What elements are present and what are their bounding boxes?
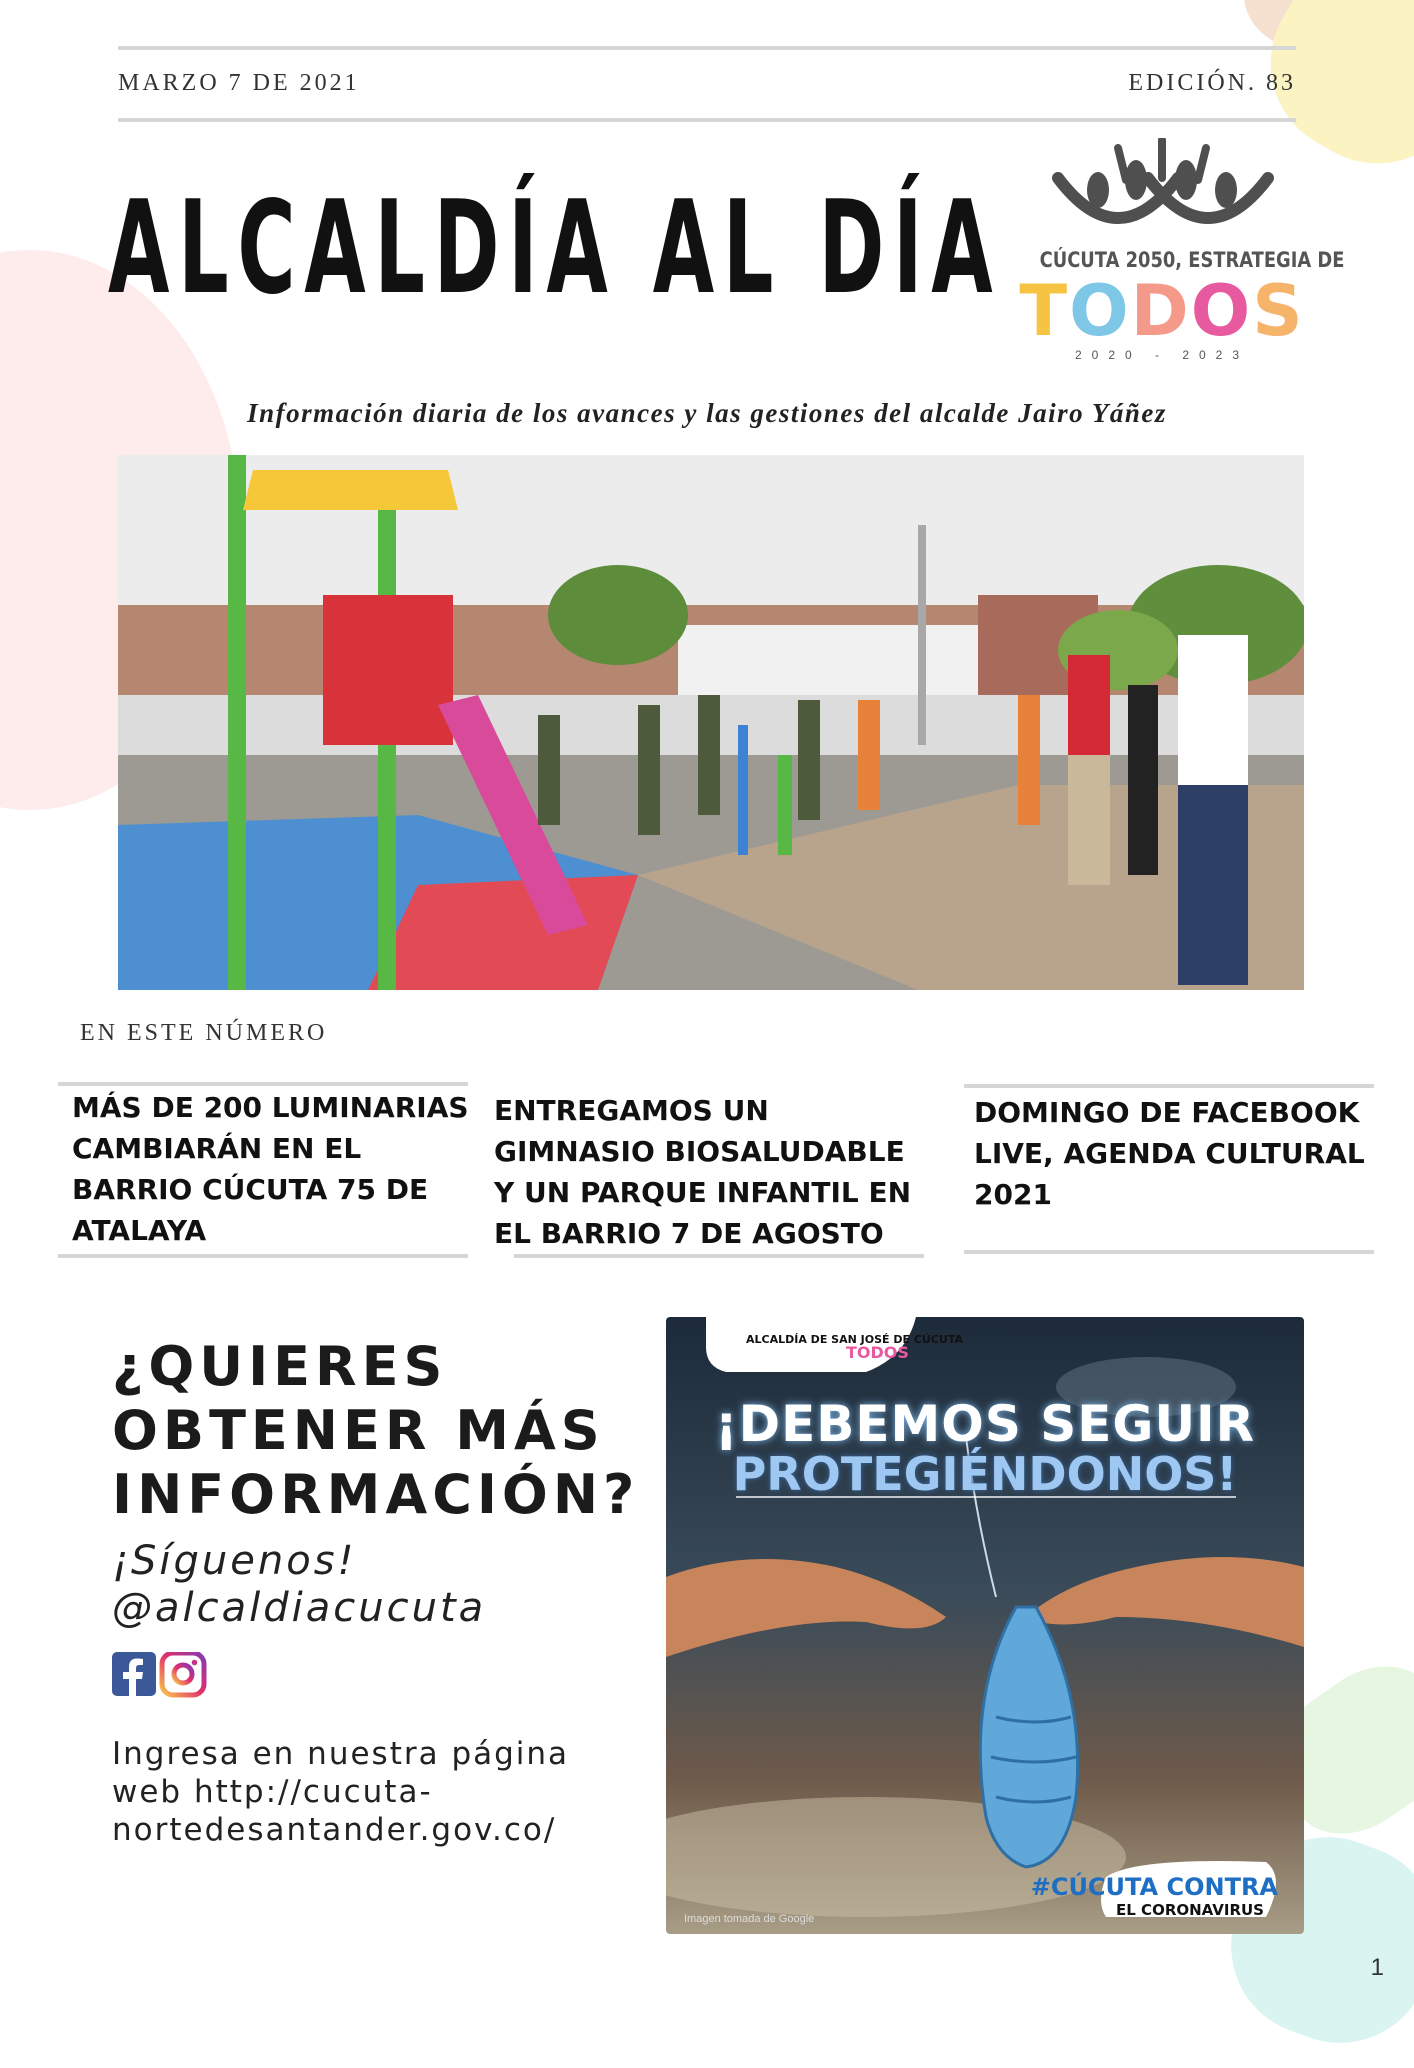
story-divider <box>514 1254 924 1258</box>
edition-number: EDICIÓN. 83 <box>1128 70 1296 96</box>
image-credit: Imagen tomada de Google <box>684 1913 815 1925</box>
logo-letter: D <box>1130 270 1191 352</box>
logo-letter: O <box>1069 270 1131 352</box>
story-divider <box>58 1082 468 1086</box>
masthead-title: ALCALDÍA AL DÍA <box>108 174 1002 323</box>
poster-headline-1: ¡DEBEMOS SEGUIR <box>714 1395 1256 1453</box>
cta-heading: ¿QUIERES OBTENER MÁS INFORMACIÓN? <box>112 1335 640 1526</box>
instagram-icon[interactable] <box>162 1653 204 1695</box>
logo-years: 2020 - 2023 <box>1074 348 1250 362</box>
covid-campaign-poster <box>666 1317 1304 1934</box>
social-icons <box>112 1652 207 1703</box>
newsletter-subtitle: Información diaria de los avances y las gestiones del alcalde Jairo Yáñez <box>247 398 1167 428</box>
hero-photo-playground <box>118 455 1304 990</box>
story-divider <box>964 1250 1374 1254</box>
story-headline-gimnasio[interactable]: ENTREGAMOS UN GIMNASIO BIOSALUDABLE Y UN PARQUE INFANTIL EN EL BARRIO 7 DE AGOSTO <box>494 1094 912 1250</box>
poster-hashtag: #CÚCUTA CONTRA <box>1030 1873 1278 1901</box>
logo-letter: T <box>1019 270 1070 352</box>
cucuta-2050-logo <box>1018 138 1345 368</box>
logo-letter: S <box>1252 270 1305 352</box>
facebook-icon[interactable] <box>112 1652 156 1696</box>
poster-hashtag-sub: EL CORONAVIRUS <box>1116 1901 1264 1919</box>
website-link-text[interactable]: Ingresa en nuestra página web http://cucuta-nortedesantander.gov.co/ <box>112 1736 570 1848</box>
story-divider <box>58 1254 468 1258</box>
social-handle[interactable]: @alcaldiacucuta <box>112 1585 487 1631</box>
story-headline-luminarias[interactable]: MÁS DE 200 LUMINARIAS CAMBIARÁN EN EL BARRIO CÚCUTA 75 DE ATALAYA <box>72 1091 469 1247</box>
issue-date: MARZO 7 DE 2021 <box>118 70 360 96</box>
logo-todos-letters <box>1019 270 1305 352</box>
header-divider <box>118 118 1296 122</box>
story-headline-facebook-live[interactable]: DOMINGO DE FACEBOOK LIVE, AGENDA CULTURAL 2021 <box>974 1096 1365 1211</box>
poster-headline-2: PROTEGIÉNDONOS! <box>732 1447 1238 1501</box>
logo-letter: O <box>1190 270 1253 352</box>
top-divider <box>118 46 1296 50</box>
poster-todos-logo: TODOS <box>846 1343 909 1362</box>
story-divider <box>964 1084 1374 1088</box>
poster-alcaldia-logo: ALCALDÍA DE SAN JOSÉ DE CÚCUTA <box>746 1333 963 1346</box>
people-icon <box>1018 138 1306 248</box>
page-number: 1 <box>1370 1954 1384 1981</box>
logo-todos-word <box>1018 270 1306 352</box>
in-this-issue-label: EN ESTE NÚMERO <box>80 1020 328 1046</box>
logo-tagline: CÚCUTA 2050, ESTRATEGIA DE <box>1039 248 1345 272</box>
follow-us-text: ¡Síguenos! <box>112 1538 357 1584</box>
